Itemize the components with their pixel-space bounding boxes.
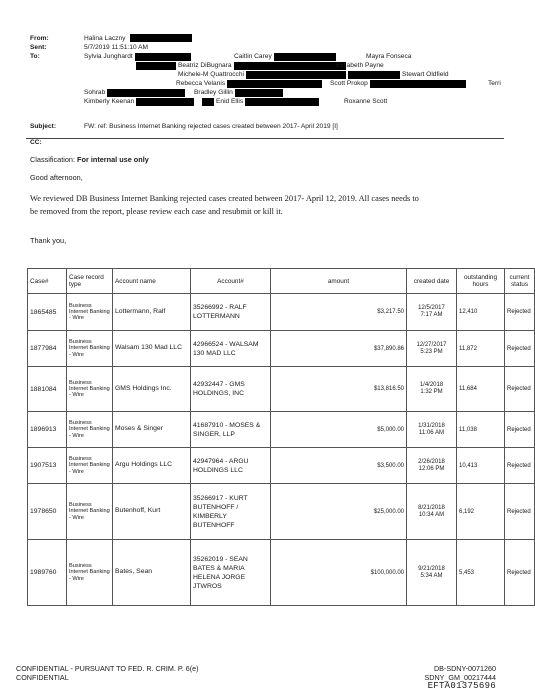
cc-recipient: Roxanne Scott	[344, 98, 388, 106]
current-status: Rejected	[505, 331, 535, 367]
case-number: 1907513	[28, 448, 67, 484]
to-recipient: Elizabeth Payne	[336, 62, 384, 70]
cc-recipient: Enid Ellis	[216, 98, 244, 106]
redaction-bar	[274, 53, 336, 61]
account-number: 35266992 - RALF LOTTERMANN	[191, 294, 271, 331]
amount: $25,000.00	[271, 484, 407, 540]
current-status: Rejected	[505, 484, 535, 540]
case-number: 1881084	[28, 367, 67, 412]
classification-label: Classification:	[30, 155, 76, 164]
to-label: To:	[30, 53, 40, 61]
redaction-bar	[135, 53, 191, 61]
email-header	[30, 34, 501, 146]
from-value: Halina Laczny	[84, 35, 126, 42]
account-number: 41687910 - MOSES & SINGER, LLP	[191, 412, 271, 448]
outstanding-hours: 6,192	[457, 484, 505, 540]
case-number: 1865485	[28, 294, 67, 331]
to-recipient: Terri	[488, 80, 501, 88]
redaction-bar	[136, 62, 176, 70]
classification-value: For internal use only	[77, 155, 149, 164]
subject-value: FW: ref: Business Internet Banking rejected cases created between 2017- April 2019 [I]	[84, 123, 338, 131]
column-header: created date	[407, 269, 457, 294]
redaction-bar	[202, 98, 214, 106]
created-date: 9/21/2018 5:34 AM	[407, 540, 457, 606]
paragraph-line-1: We reviewed DB Business Internet Banking rejected cases created between 2017- April 12, 2019. All cases needs to	[30, 194, 419, 203]
account-name: Moses & Singer	[113, 412, 191, 448]
outstanding-hours: 10,413	[457, 448, 505, 484]
outstanding-hours: 5,453	[457, 540, 505, 606]
bates-line-1: DB-SDNY-0071260	[433, 664, 496, 673]
redaction-bar	[235, 89, 283, 97]
amount: $3,217.50	[271, 294, 407, 331]
confidential-line-2: CONFIDENTIAL	[16, 673, 69, 682]
to-recipient: Rebecca Velanis	[176, 80, 226, 88]
efta-number: EFTA01375696	[427, 681, 496, 691]
to-recipient: Caitlin Carey	[234, 53, 272, 61]
to-recipient: Michele-M Quattrocchi	[178, 71, 244, 79]
outstanding-hours: 12,410	[457, 294, 505, 331]
current-status: Rejected	[505, 294, 535, 331]
account-number: 35266917 - KURT BUTENHOFF / KIMBERLY BUTENHOFF	[191, 484, 271, 540]
cc-recipient: Kimberly Keenan	[84, 98, 135, 106]
to-recipient: Sohrab	[84, 89, 106, 97]
signoff: Thank you,	[30, 236, 67, 245]
to-recipient: Beatriz DiBugnara	[178, 62, 232, 70]
amount: $37,890.86	[271, 331, 407, 367]
cc-label: CC:	[30, 139, 42, 146]
sent-value: 5/7/2019 11:51:10 AM	[84, 44, 149, 52]
confidential-notice	[16, 664, 199, 682]
redaction-bar	[234, 62, 346, 70]
paragraph-line-2: be removed from the report, please review each case and resubmit or kill it.	[30, 207, 283, 216]
account-name: GMS Holdings Inc.	[113, 367, 191, 412]
amount: $3,500.00	[271, 448, 407, 484]
account-number: 42966524 - WALSAM 130 MAD LLC	[191, 331, 271, 367]
account-name: Walsam 130 Mad LLC	[113, 331, 191, 367]
column-header: Case record type	[67, 269, 113, 294]
redaction-bar	[130, 34, 192, 42]
created-date: 12/5/2017 7:17 AM	[407, 294, 457, 331]
case-number: 1978650	[28, 484, 67, 540]
account-name: Lottermann, Ralf	[113, 294, 191, 331]
table-row	[28, 294, 535, 331]
table-row	[28, 448, 535, 484]
account-number: 35262019 - SEAN BATES & MARIA HELENA JORGE JTWROS	[191, 540, 271, 606]
current-status: Rejected	[505, 448, 535, 484]
account-number: 42932447 - GMS HOLDINGS, INC	[191, 367, 271, 412]
table-row	[28, 540, 535, 606]
bates-stamp	[424, 664, 496, 691]
current-status: Rejected	[505, 540, 535, 606]
case-record-type: Business Internet Banking - Wire	[67, 412, 113, 448]
redaction-bar	[246, 71, 346, 79]
outstanding-hours: 11,684	[457, 367, 505, 412]
created-date: 8/21/2018 10:34 AM	[407, 484, 457, 540]
case-number: 1989760	[28, 540, 67, 606]
to-recipient: Scott Prokop	[330, 80, 368, 88]
case-record-type: Business Internet Banking - Wire	[67, 448, 113, 484]
case-record-type: Business Internet Banking - Wire	[67, 367, 113, 412]
rejected-cases-table	[27, 268, 535, 606]
account-name: Bates, Sean	[113, 540, 191, 606]
table-header-row	[28, 269, 535, 294]
created-date: 12/27/2017 5:23 PM	[407, 331, 457, 367]
table-row	[28, 412, 535, 448]
column-header: amount	[271, 269, 407, 294]
redaction-bar	[107, 89, 185, 97]
column-header: Case#	[28, 269, 67, 294]
created-date: 2/26/2018 12:06 PM	[407, 448, 457, 484]
case-record-type: Business Internet Banking - Wire	[67, 294, 113, 331]
case-record-type: Business Internet Banking - Wire	[67, 484, 113, 540]
created-date: 1/4/2018 1:32 PM	[407, 367, 457, 412]
confidential-line-1: CONFIDENTIAL - PURSUANT TO FED. R. CRIM. P. 6(e)	[16, 664, 199, 673]
case-record-type: Business Internet Banking - Wire	[67, 540, 113, 606]
to-recipient: Sylvia Junghardt	[84, 53, 133, 61]
account-name: Argu Holdings LLC	[113, 448, 191, 484]
to-recipient: Bradley Gillin	[194, 89, 233, 97]
case-record-type: Business Internet Banking - Wire	[67, 331, 113, 367]
classification-line	[30, 155, 149, 164]
from-row	[30, 34, 500, 43]
current-status: Rejected	[505, 412, 535, 448]
outstanding-hours: 11,872	[457, 331, 505, 367]
greeting: Good afternoon,	[30, 173, 83, 182]
to-recipient: Stewart Oldfield	[402, 71, 449, 79]
redaction-bar	[370, 80, 466, 88]
sent-label: Sent:	[30, 44, 47, 52]
cc-row	[30, 138, 84, 147]
column-header: Account name	[113, 269, 191, 294]
to-row	[30, 52, 500, 117]
to-recipient: Mayra Fonseca	[366, 53, 412, 61]
amount: $13,816.50	[271, 367, 407, 412]
current-status: Rejected	[505, 367, 535, 412]
redaction-bar	[136, 98, 194, 106]
redaction-bar	[348, 71, 400, 79]
table-row	[28, 484, 535, 540]
amount: $5,000.00	[271, 412, 407, 448]
header-divider	[26, 138, 504, 139]
account-name: Butenhoff, Kurt	[113, 484, 191, 540]
table-row	[28, 367, 535, 412]
column-header: current status	[505, 269, 535, 294]
account-number: 42947964 - ARGU HOLDINGS LLC	[191, 448, 271, 484]
outstanding-hours: 11,038	[457, 412, 505, 448]
from-label: From:	[30, 35, 49, 42]
redaction-bar	[227, 80, 322, 88]
sent-row	[30, 43, 500, 52]
redaction-bar	[245, 98, 319, 106]
case-number: 1896913	[28, 412, 67, 448]
bates-line-2: SDNY_GM_00217444	[424, 673, 496, 682]
subject-row	[30, 122, 500, 131]
column-header: Account#	[191, 269, 271, 294]
amount: $100,000.00	[271, 540, 407, 606]
created-date: 1/31/2018 11:06 AM	[407, 412, 457, 448]
column-header: outstanding hours	[457, 269, 505, 294]
table-row	[28, 331, 535, 367]
subject-label: Subject:	[30, 123, 57, 131]
case-number: 1877984	[28, 331, 67, 367]
